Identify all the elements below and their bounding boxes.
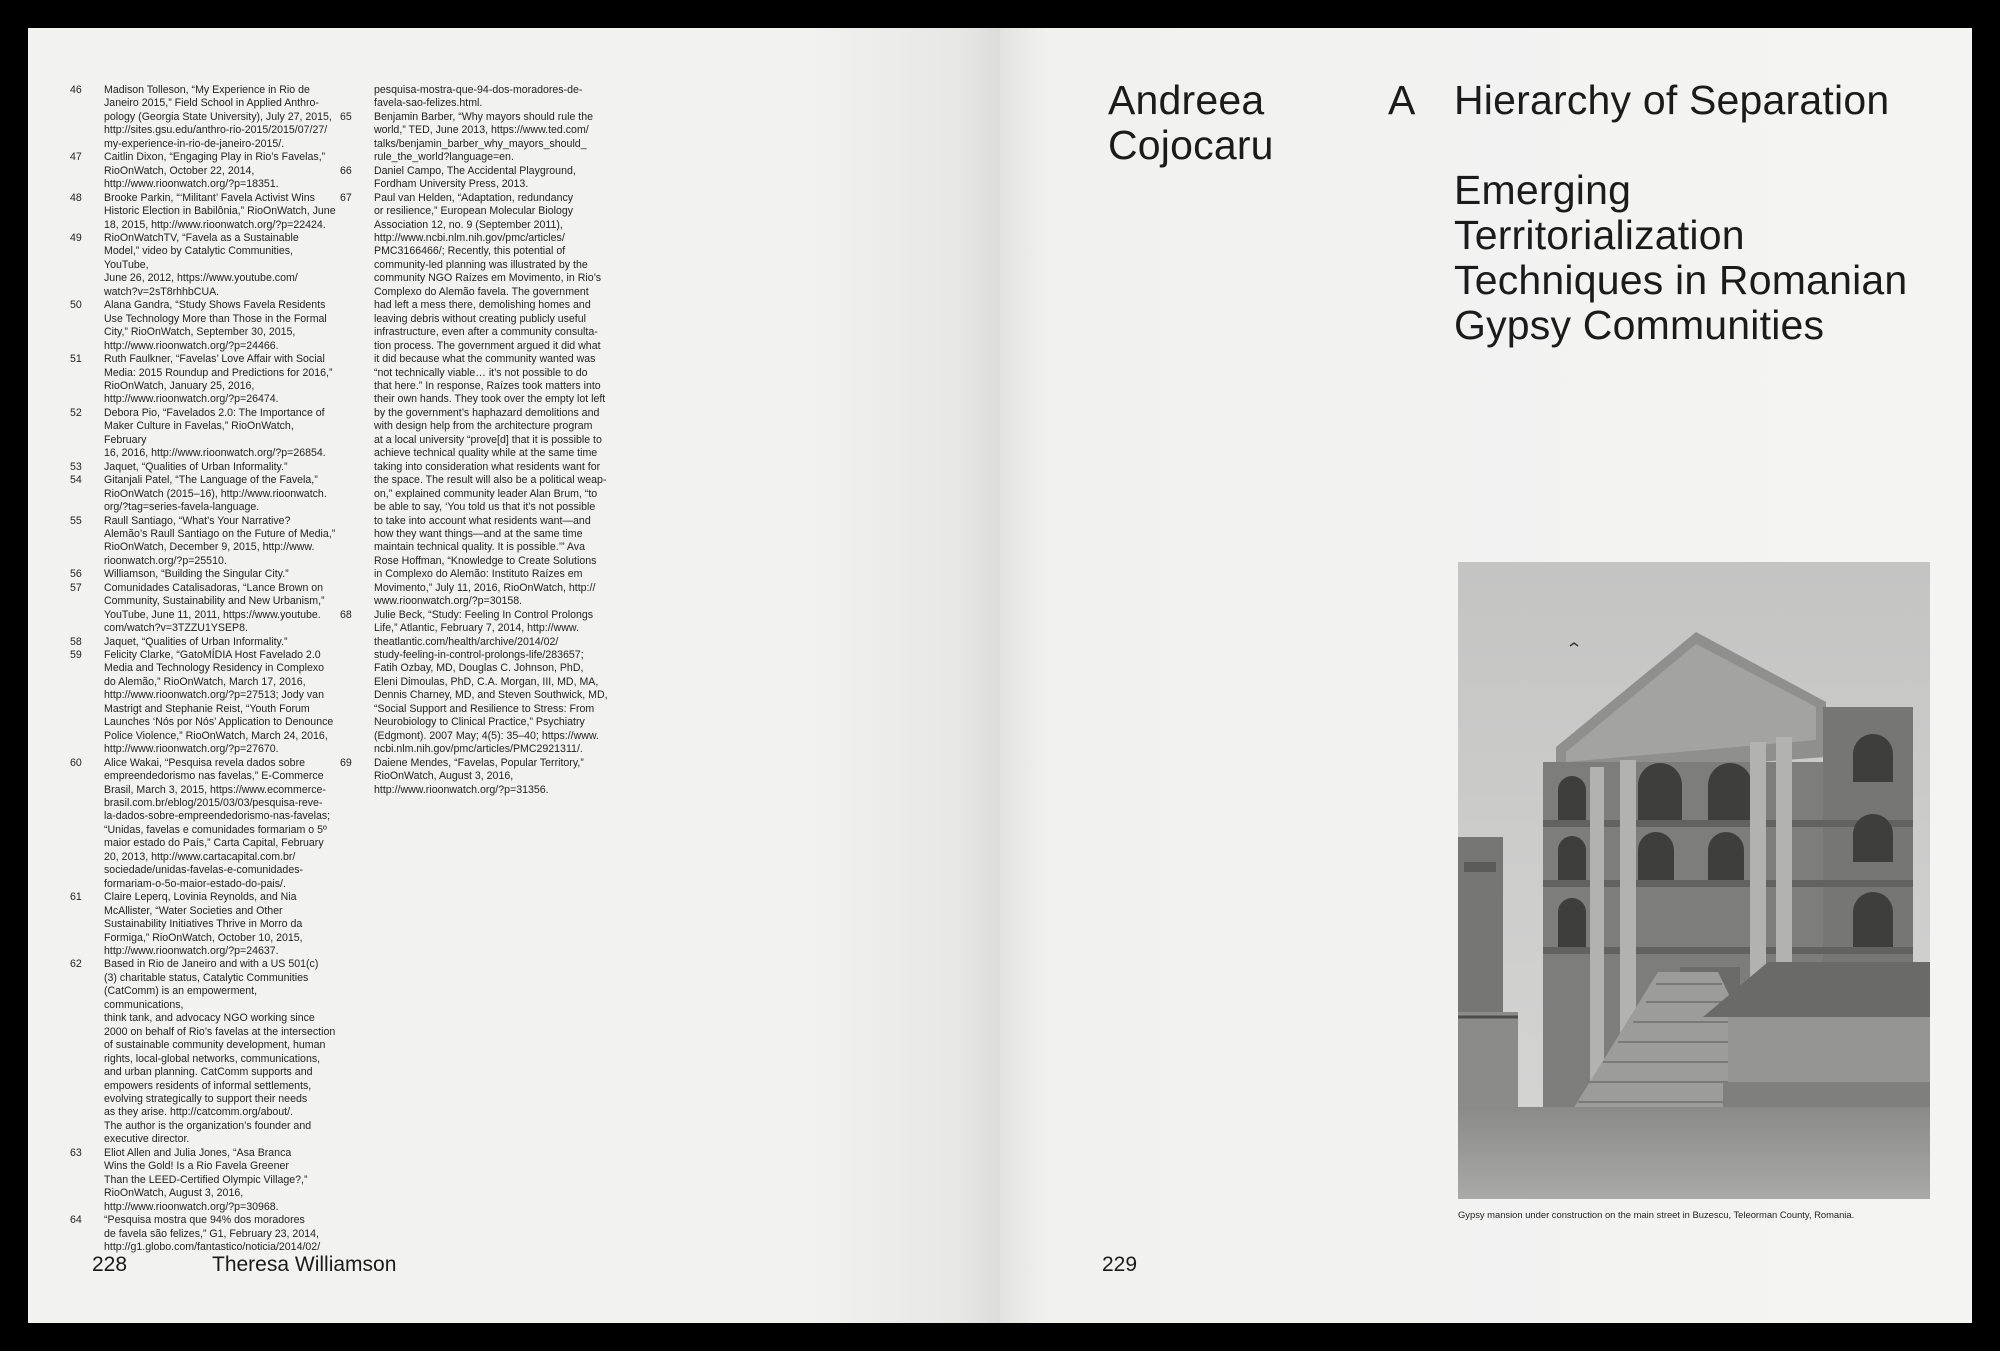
endnote-number: 62 — [70, 958, 82, 971]
endnote-number: 64 — [70, 1214, 82, 1227]
endnote — [70, 407, 338, 461]
endnote — [70, 568, 338, 581]
endnote-number: 51 — [70, 353, 82, 366]
endnotes-column-1 — [70, 84, 338, 1254]
endnote-number: 55 — [70, 514, 82, 527]
title-letter: A — [1388, 77, 1416, 123]
endnote — [70, 192, 338, 232]
endnote-text: Debora Pio, “Favelados 2.0: The Importance of Maker Culture in Favelas,” RioOnWatch, February 16, 2016, http://www.rioonwatch.org/?p=26854. — [104, 406, 326, 460]
endnote-number: 67 — [340, 191, 352, 204]
endnote-text: Eliot Allen and Julia Jones, “Asa Branca Wins the Gold! Is a Rio Favela Greener Than the LEED-Certified Olympic Village?,” RioOnWatch, August 3, 2016, http://www.rioonwatch.org/?p=30968. — [104, 1146, 308, 1213]
endnote-text: Madison Tolleson, “My Experience in Rio de Janeiro 2015,” Field School in Applied Anthro- pology (Georgia State University), July 27, 2015, http://sites.gsu.edu/anthro-rio-2015/2015/07/27/ my-experience-in-rio-de-janeiro-2015/. — [104, 84, 332, 150]
endnote-number: 49 — [70, 231, 82, 244]
endnote-text: Julie Beck, “Study: Feeling In Control Prolongs Life,” Atlantic, February 7, 2014, http://www. theatlantic.com/health/archive/2014/02/ study-feeling-in-control-prolongs-life/283657; Fatih Ozbay, MD, Douglas C. Johnson, PhD, Eleni Dimoulas, PhD, C.A. Morgan, III, MD, MA, Dennis Charney, MD, and Steven Southwick, MD, “Social Support and Resilience to Stress: From Neurobiology to Clinical Practice,” Psychiatry (Edgmont). 2007 May; 4(5): 35–40; https://www. ncbi.nlm.nih.gov/pmc/articles/PMC2921311/. — [374, 608, 608, 756]
endnote — [70, 474, 338, 514]
endnote-text: Jaquet, “Qualities of Urban Informality.” — [104, 635, 288, 648]
endnote-number: 59 — [70, 649, 82, 662]
endnote-text: Comunidades Catalisadoras, “Lance Brown on Community, Sustainability and New Urbanism,” YouTube, June 11, 2011, https://www.youtube. com/watch?v=3TZZU1YSEP8. — [104, 581, 325, 635]
endnote-text: Jaquet, “Qualities of Urban Informality.” — [104, 460, 288, 473]
endnote-text: Ruth Faulkner, “Favelas’ Love Affair with Social Media: 2015 Roundup and Predictions for 2016,” RioOnWatch, January 25, 2016, http://www.rioonwatch.org/?p=26474. — [104, 353, 333, 406]
endnote — [70, 84, 338, 151]
endnote-text: Brooke Parkin, “‘Militant’ Favela Activist Wins Historic Election in Babilônia,” RioOnWatch, June 18, 2015, http://www.rioonwatch.org/?p=22424. — [104, 191, 336, 231]
endnote-number: 68 — [340, 608, 352, 621]
endnote — [70, 1214, 338, 1254]
endnote-text: Based in Rio de Janeiro and with a US 501(c) (3) charitable status, Catalytic Communities (CatComm) is an empowerment, communications, think tank, and advocacy NGO working since 2000 on behalf of Rio’s favelas at the intersection of sustainable community development, human rights, local-global networks, communications, and urban planning. CatComm supports and empowers residents of informal settlements, evolving strategically to support their needs as they arise. http://catcomm.org/about/. The author is the organization’s founder and executive director. — [104, 958, 336, 1146]
endnote-number: 53 — [70, 460, 82, 473]
endnote — [340, 609, 630, 757]
endnote — [70, 582, 338, 636]
endnote-text: Williamson, “Building the Singular City.” — [104, 568, 289, 581]
endnote-text: Raull Santiago, “What’s Your Narrative? Alemão’s Raull Santiago on the Future of Media,” RioOnWatch, December 9, 2015, http://www. rioonwatch.org/?p=25510. — [104, 514, 336, 567]
endnote — [70, 636, 338, 649]
endnote-number: 66 — [340, 164, 352, 177]
endnote — [70, 958, 338, 1146]
endnote-number: 54 — [70, 474, 82, 487]
endnote — [340, 165, 630, 192]
endnote-number: 52 — [70, 406, 82, 419]
chapter-subtitle: Emerging Territorialization Techniques in Romanian Gypsy Communities — [1454, 167, 1908, 348]
endnote — [340, 111, 630, 165]
mansion-photo — [1458, 562, 1930, 1199]
left-page — [28, 28, 1000, 1323]
endnote — [70, 515, 338, 569]
endnote-number: 58 — [70, 635, 82, 648]
endnote — [70, 151, 338, 191]
endnote-number: 57 — [70, 581, 82, 594]
endnote-number: 46 — [70, 84, 82, 96]
endnote-number: 69 — [340, 756, 352, 769]
endnote-number: 65 — [340, 110, 352, 123]
endnote-text: Benjamin Barber, “Why mayors should rule the world,” TED, June 2013, https://www.ted.com/ talks/benjamin_barber_why_mayors_should_ rule_the_world?language=en. — [374, 110, 594, 164]
endnote — [70, 757, 338, 892]
endnote — [70, 1147, 338, 1214]
endnote-number: 61 — [70, 891, 82, 904]
chapter-title: Hierarchy of Separation — [1454, 77, 1890, 123]
endnote-number: 63 — [70, 1146, 82, 1159]
endnote-text: Daiene Mendes, “Favelas, Popular Territory,” RioOnWatch, August 3, 2016, http://www.rioonwatch.org/?p=31356. — [374, 756, 584, 796]
endnote-number: 47 — [70, 151, 82, 164]
endnote — [70, 649, 338, 757]
endnote — [70, 891, 338, 958]
endnote-text: Claire Leperq, Lovinia Reynolds, and Nia McAllister, “Water Societies and Other Sustainability Initiatives Thrive in Morro da Formiga,” RioOnWatch, October 10, 2015, http://www.rioonwatch.org/?p=24637. — [104, 891, 303, 957]
endnote-text: Gitanjali Patel, “The Language of the Favela,” RioOnWatch (2015–16), http://www.rioonwatch. org/?tag=series-favela-language. — [104, 474, 327, 514]
endnote-number: 60 — [70, 756, 82, 769]
author-name: Andreea Cojocaru — [1108, 77, 1274, 168]
endnote — [340, 192, 630, 609]
endnote — [70, 353, 338, 407]
endnote — [70, 299, 338, 353]
endnote-text: Felicity Clarke, “GatoMÍDIA Host Favelado 2.0 Media and Technology Residency in Complexo do Alemão,” RioOnWatch, March 17, 2016, http://www.rioonwatch.org/?p=27513; Jody van Mastrigt and Stephanie Reist, “Youth Forum Launches ‘Nós por Nós’ Application to Denounce Police Violence,” RioOnWatch, March 24, 2016, http://www.rioonwatch.org/?p=27670. — [104, 649, 334, 756]
photo-caption: Gypsy mansion under construction on the main street in Buzescu, Teleorman County, Romania. — [1458, 1209, 1855, 1220]
endnote-text: Alana Gandra, “Study Shows Favela Residents Use Technology More than Those in the Formal City,” RioOnWatch, September 30, 2015, http://www.rioonwatch.org/?p=24466. — [104, 299, 327, 352]
right-page — [1000, 28, 1972, 1323]
endnote-number: 48 — [70, 191, 82, 204]
endnote-number: 50 — [70, 299, 82, 312]
endnote-text: Paul van Helden, “Adaptation, redundancy or resilience,” European Molecular Biology Association 12, no. 9 (September 2011), http://www.ncbi.nlm.nih.gov/pmc/articles/ PMC3166466/; Recently, this potential of community-led planning was illustrated by the community NGO Raízes em Movimento, in Rio’s Complexo do Alemão favela. The government had left a mess there, demolishing homes and leaving debris without creating publicly useful infrastructure, even after a community consulta- tion process. The government argued it did what it did because what the community wanted was “not technically viable… it’s not possible to do that here.” In response, Raízes took matters into their own hands. They took over the empty lot left by the government’s haphazard demolitions and with design help from the architecture program at a local university “prove[d] that it is possible to achieve technical quality while at the same time taking into consideration what residents want for the space. The result will also be a political weap- on,” explained community leader Alan Brum, “to be able to say, ‘You told us that it’s not possible to take into account what residents want—and how they want things—and at the same time maintain technical quality. It is possible.’” Ava Rose Hoffman, “Knowledge to Create Solutions in Complexo do Alemão: Instituto Raízes em Movimento,” July 11, 2016, RioOnWatch, http:// www.rioonwatch.org/?p=30158. — [374, 191, 607, 608]
endnote — [340, 757, 630, 797]
endnotes-column-2 — [340, 84, 630, 797]
endnote — [70, 232, 338, 299]
page-number: 228 — [92, 1253, 128, 1276]
endnote-text: Alice Wakai, “Pesquisa revela dados sobre empreendedorismo nas favelas,” E-Commerce Brasil, March 3, 2015, https://www.ecommerce- brasil.com.br/eblog/2015/03/03/pesquisa-reve- la-dados-sobre-empreendedorismo-nas-favelas; “Unidas, favelas e comunidades formariam o 5º maior estado do País,” Carta Capital, February 20, 2013, http://www.cartacapital.com.br/ sociedade/unidas-favelas-e-comunidades- formariam-o-5o-maior-estado-do-pais/. — [104, 756, 331, 890]
endnote-text: Daniel Campo, The Accidental Playground, Fordham University Press, 2013. — [374, 164, 576, 191]
page-number: 229 — [1102, 1253, 1138, 1276]
endnote-text: RioOnWatchTV, “Favela as a Sustainable Model,” video by Catalytic Communities, YouTube, June 26, 2012, https://www.youtube.com/ watch?v=2sT8rhhbCUA. — [104, 231, 299, 298]
endnote-text: “Pesquisa mostra que 94% dos moradores de favela são felizes,” G1, February 23, 2014, http://g1.globo.com/fantastico/noticia/2014/02/ — [104, 1214, 321, 1253]
endnote — [70, 461, 338, 474]
endnote-continuation: pesquisa-mostra-que-94-dos-moradores-de- favela-sao-felizes.html. — [374, 84, 583, 110]
endnote-number: 56 — [70, 568, 82, 581]
running-author: Theresa Williamson — [212, 1253, 397, 1276]
endnote-text: Caitlin Dixon, “Engaging Play in Rio’s Favelas,” RioOnWatch, October 22, 2014, http://www.rioonwatch.org/?p=18351. — [104, 151, 326, 191]
